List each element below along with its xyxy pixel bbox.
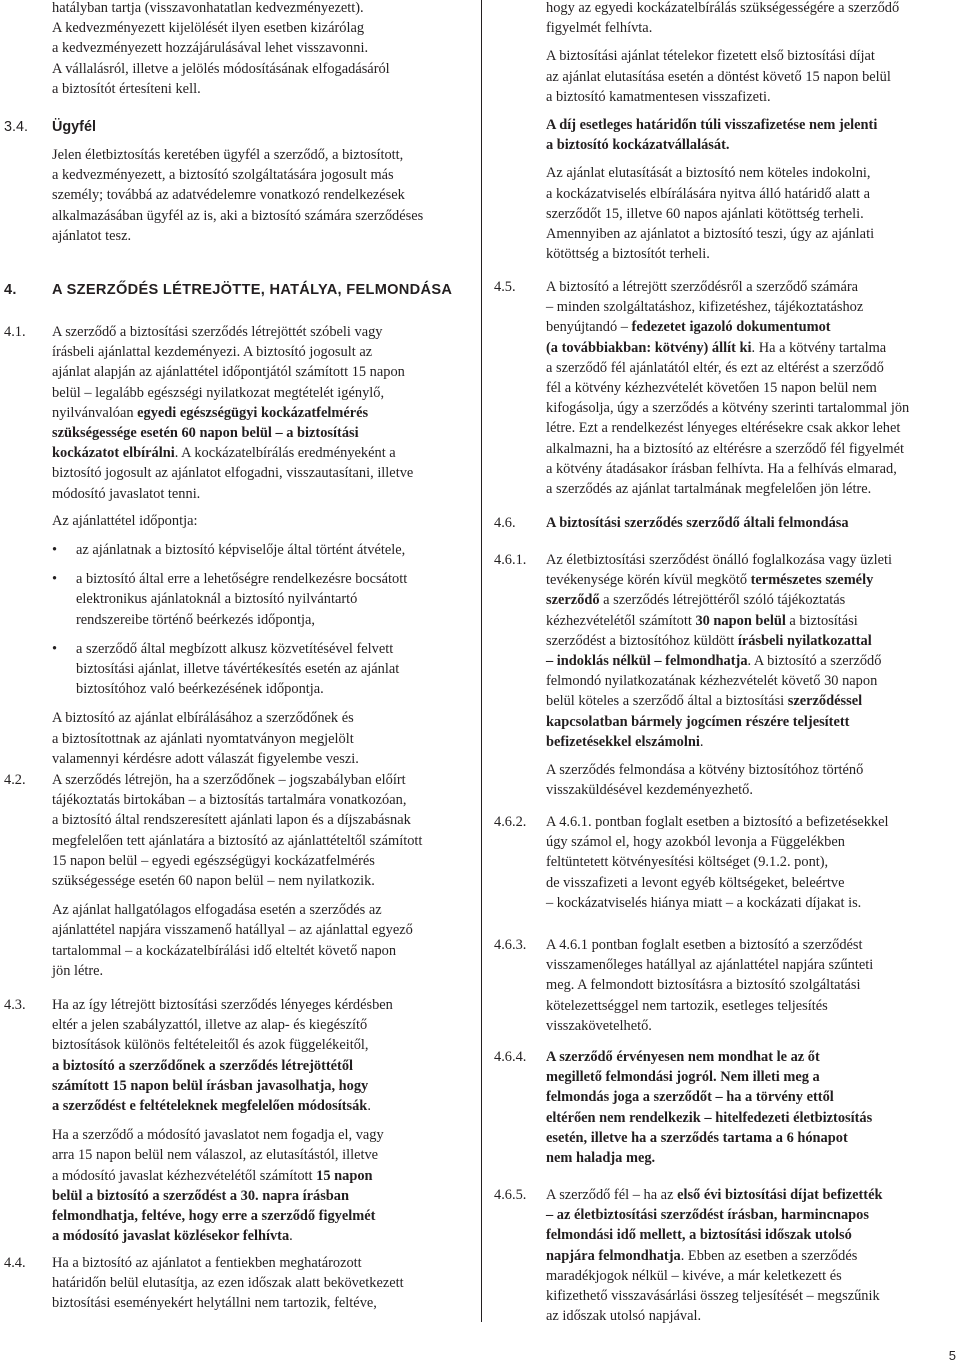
text-line: a kockázatviselés elbírálására nyitva álló határidő alatt a — [546, 185, 871, 202]
text-line: alkalmazni, ha a biztosító az eltérésre a szerződő fél figyelmét — [546, 440, 904, 457]
text-line: – indoklás nélkül – felmondhatja. A biztosító a szerződő — [546, 653, 882, 670]
list-item-text — [76, 569, 472, 630]
text-line: benyújtandó – fedezetet igazoló dokumentumot — [546, 319, 831, 336]
text-line: biztosító jogosult az ajánlatot elfogadni, visszautasítani, illetve — [52, 465, 414, 482]
bold-run: a biztosító a szerződőnek a szerződés létrejöttétől — [52, 1057, 354, 1074]
text-line: kifogásolja, úgy a szerződés a kötvény szerinti tartalommal jön — [546, 400, 910, 417]
text-line: a szerződő fél ajánlatától eltér, és ezt az eltérést a szerződő — [546, 359, 884, 376]
text-line: határidőn belül elutasítja, az ezen időszak alatt bekövetkezett — [52, 1275, 404, 1292]
bold-run: kapcsolatban bármely jogcímen részére teljesített — [546, 713, 850, 730]
text-line: meg. A felmondott biztosításra a biztosító szolgáltatási — [546, 977, 861, 994]
text-line: Amennyiben az ajánlatot a biztosító teszi, úgy az ajánlati — [546, 226, 875, 243]
bold-run: – az életbiztosítási szerződést írásban, harmincnapos — [546, 1207, 869, 1224]
text-line — [546, 135, 960, 155]
intro-line: a kedvezményezett hozzájárulásával lehet visszavonni. — [52, 40, 369, 57]
bold-run: 30 napon belül — [695, 612, 786, 629]
intro-line: a biztosítót értesíteni kell. — [52, 80, 201, 97]
text-line: (a továbbiakban: kötvény) állít ki. Ha a kötvény tartalma — [546, 339, 887, 356]
text-line: valamennyi kérdésre adott válaszát figyelembe veszi. — [52, 750, 359, 767]
bullet-icon: • — [52, 571, 58, 588]
bold-run: szerződéssel — [787, 693, 863, 710]
text-line: de visszafizeti a levont egyéb költségeket, beleértve — [546, 874, 845, 891]
paragraph — [546, 115, 960, 155]
text-line: szerződőt 15, illetve 60 napos ajánlati kötöttség terheli. — [546, 205, 864, 222]
text-line: úgy számol el, hogy azokból levonja a Függelékben — [546, 834, 845, 851]
list-item-text — [76, 639, 472, 700]
text-line: Az ajánlat hallgatólagos elfogadása esetén a szerződés az — [52, 902, 382, 919]
intro-line: A kedvezményezett kijelölését ilyen esetben kizárólag — [52, 20, 365, 37]
section-title: A biztosítási szerződés szerződő általi felmondása — [546, 515, 849, 531]
bold-run: – indoklás nélkül – felmondhatja — [546, 653, 748, 670]
text-line: fél a kötvény kézhezvételét követően 15 napon belül nem — [546, 380, 877, 397]
text-line — [52, 1076, 472, 1096]
bold-run: felmondás joga a szerződőt – ha a törvény ettől — [546, 1089, 834, 1106]
text-line: belül köteles a szerződő által a biztosítási szerződéssel — [546, 693, 863, 710]
paragraph — [52, 900, 472, 981]
text-line: kötöttség a biztosítót terheli. — [546, 246, 710, 263]
bullet-icon: • — [52, 542, 58, 559]
text-line: jön létre. — [52, 962, 104, 979]
text-line: A 4.6.1 pontban foglalt esetben a biztosító a szerződést — [546, 937, 863, 953]
intro-line: hatályban tartja (visszavonhatatlan kedvezményezett). — [52, 0, 364, 16]
bold-run: egyedi egészségügyi kockázatfelmérés — [137, 404, 369, 421]
text-line: – kockázatviselés hiánya miatt – a kockázati díjakat is. — [546, 894, 862, 911]
text-line: feltüntetett kötvényesítési költséget (9.1.2. pont), — [546, 854, 829, 871]
text-line: az időszak utolsó napjával. — [546, 1308, 702, 1325]
bold-run: számított 15 napon belül írásban javasolhatja, hogy — [52, 1077, 369, 1094]
bold-run: felmondási idő mellett, a biztosítási időszak utolsó — [546, 1227, 852, 1244]
intro-continued — [52, 0, 472, 99]
paragraph — [546, 550, 960, 752]
text-line: elektronikus ajánlatoknál a biztosító nyilvántartó — [76, 591, 358, 608]
text-line: az ajánlat elutasítása esetén a döntést követő 15 napon belül — [546, 68, 891, 85]
intro-block — [546, 0, 960, 264]
text-line: Az életbiztosítási szerződést önálló foglalkozása vagy üzleti — [546, 552, 893, 568]
body-line: alkalmazásában ügyfél az is, aki a biztosító számára szerződéses — [52, 207, 424, 224]
intro-line: A vállalásról, illetve a jelölés módosításának elfogadásáról — [52, 60, 390, 77]
text-line: kézhezvételétől számított 30 napon belül a biztosítási — [546, 612, 858, 629]
text-line — [546, 1205, 960, 1225]
text-line: biztosítóhoz való beérkezésének időpontja. — [76, 681, 324, 698]
section-body — [52, 145, 470, 246]
text-line: A biztosító az ajánlat elbírálásához a szerződőnek és — [52, 710, 354, 727]
bold-run: nem haladja meg. — [546, 1150, 656, 1167]
text-line: a biztosító kamatmentesen visszafizeti. — [546, 88, 771, 105]
text-line: a szerződést e feltételeknek megfelelően módosítsák. — [52, 1098, 371, 1115]
section-number: 4.2. — [4, 772, 26, 788]
paragraph — [546, 1047, 960, 1168]
text-line: belül – legalább egészségi nyilatkozat megtételét igénylő, — [52, 384, 385, 401]
text-line: kifizethető visszavásárlási összeg teljesítését – megszűnik — [546, 1288, 880, 1305]
paragraph — [52, 770, 472, 891]
body-line: személy; továbbá az adatvédelemre vonatkozó rendelkezések — [52, 187, 405, 204]
chapter-number: 4. — [4, 282, 17, 298]
bold-run: befizetésekkel elszámolni — [546, 733, 700, 750]
paragraph — [52, 1253, 472, 1314]
text-line: megfelelően tett ajánlatára a biztosító az ajánlattételtől számított — [52, 832, 423, 849]
bold-run: esetén, illetve ha a szerződés tartama a 6 hónapot — [546, 1129, 848, 1146]
bold-run: napjára felmondhatja — [546, 1247, 681, 1264]
bold-run: szerződő — [546, 592, 600, 609]
page-number: 5 — [948, 1347, 956, 1363]
bold-run: szükségessége esetén 60 napon belül – a biztosítási — [52, 425, 359, 442]
paragraph — [52, 995, 472, 1116]
text-line — [52, 423, 472, 443]
paragraph: Az ajánlattétel időpontja: — [52, 512, 198, 529]
text-line: tevékenysége körén kívül megkötő természetes személy — [546, 572, 874, 589]
paragraph — [546, 46, 960, 107]
text-line: maradékjogok nélkül – kivéve, a már keletkezett és — [546, 1267, 842, 1284]
text-line — [546, 712, 960, 732]
text-line: tájékoztatás birtokában – a biztosítás tartalmára vonatkozóan, — [52, 792, 407, 809]
text-line — [52, 1186, 472, 1206]
text-line: a szerződés az ajánlat tartalmának megfelelően jön létre. — [546, 481, 872, 498]
bold-run: a szerződést e feltételeknek megfelelően módosítsák — [52, 1098, 368, 1115]
list-item-text — [76, 540, 472, 560]
text-line — [546, 1128, 960, 1148]
paragraph — [546, 163, 960, 264]
section-number: 4.1. — [4, 324, 26, 340]
text-line: a biztosítottnak az ajánlati nyomtatványon megjelölt — [52, 730, 354, 747]
text-line: eltér a jelen szabályzattól, illetve az alap- és kiegészítő — [52, 1017, 368, 1034]
section-number: 4.6.4. — [494, 1049, 527, 1065]
paragraph — [546, 812, 960, 913]
text-line: biztosítási eseményekért helytállni nem tartozik, feltéve, — [52, 1295, 377, 1312]
paragraph — [546, 0, 960, 38]
section-title: Ügyfél — [52, 119, 96, 135]
bullet-list — [52, 540, 472, 699]
bold-run: A szerződő érvényesen nem mondhat le az őt — [546, 1049, 820, 1065]
text-line: biztosítások különös feltételeitől és azok függelékeitől, — [52, 1037, 369, 1054]
section-number: 4.6.5. — [494, 1187, 527, 1203]
text-line: tartalommal – a kockázatelbírálási idő elteltét követő napon — [52, 942, 397, 959]
text-line: A biztosítási ajánlat tételekor fizetett első biztosítási díjat — [546, 48, 875, 65]
text-line — [546, 1225, 960, 1245]
section-number: 4.6.2. — [494, 814, 527, 830]
text-line: a módosító javaslat kézhezvételétől számított 15 napon — [52, 1167, 373, 1184]
text-line: a biztosító által rendszeresített ajánlati lapon és a díjszabásnak — [52, 812, 411, 829]
bullet-icon: • — [52, 640, 58, 657]
text-line: a szerződő által megbízott alkusz közvetítésével felvett — [76, 640, 394, 657]
text-line: 15 napon belül – egyedi egészségügyi kockázatfelmérés — [52, 852, 375, 869]
section-number: 4.6. — [494, 515, 516, 531]
chapter-title: A SZERZŐDÉS LÉTREJÖTTE, HATÁLYA, FELMONDÁSA — [52, 282, 453, 298]
text-line: a kötvény átadásakor írásban felhívta. Ha a felhívás elmarad, — [546, 460, 897, 477]
bold-run: fedezetet igazoló dokumentumot — [631, 319, 831, 336]
paragraph — [546, 277, 960, 499]
text-line: arra 15 napon belül nem válaszol, az elutasítástól, illetve — [52, 1147, 379, 1164]
text-line: szerződést a biztosítóhoz küldött írásbeli nyilatkozattal — [546, 632, 872, 649]
text-line: A szerződő fél – ha az első évi biztosítási díjat befizették — [546, 1187, 883, 1203]
text-line — [52, 1206, 472, 1226]
text-line: ajánlattétel napjára visszamenő hatállyal – az ajánlattal egyező — [52, 922, 413, 939]
bold-run: belül a biztosító a szerződést a 30. napra írásban — [52, 1187, 350, 1204]
bold-run: A díj esetleges határidőn túli visszafizetése nem jelenti — [546, 117, 878, 134]
text-line: rendszereibe történő beérkezés időpontja, — [76, 611, 315, 628]
column-divider — [481, 0, 482, 1322]
text-line: A biztosító a létrejött szerződésről a szerződő számára — [546, 279, 859, 295]
text-line: hogy az egyedi kockázatelbírálás szükségességére a szerződő — [546, 0, 900, 16]
text-line: a módosító javaslat közlésekor felhívta. — [52, 1228, 293, 1245]
text-line: A szerződő a biztosítási szerződés létrejöttét szóbeli vagy — [52, 324, 383, 340]
text-line: A szerződés létrejön, ha a szerződőnek – jogszabályban előírt — [52, 772, 406, 788]
body-line: a kedvezményezett, a biztosító szolgáltatására jogosult más — [52, 167, 394, 184]
bold-run: kockázatot elbírálni — [52, 445, 175, 462]
text-line: biztosítási ajánlat, illetve távértékesítés esetén az ajánlat — [76, 661, 400, 678]
text-line: kockázatot elbírálni. A kockázatelbírálás eredményeként a — [52, 445, 396, 462]
text-line — [546, 1067, 960, 1087]
text-line: létre. Ezt a rendelkezést lényeges eltérésekre csak akkor lehet — [546, 420, 901, 437]
text-line: írásbeli ajánlattal kezdeményezi. A biztosító jogosult az — [52, 344, 373, 361]
text-line: visszamenőleges hatállyal az ajánlattétel napjára szűnteti — [546, 957, 874, 974]
section-number: 4.5. — [494, 279, 516, 295]
text-line — [546, 1047, 960, 1067]
list-item — [52, 569, 472, 630]
text-line: felmondó nyilatkozatának kézhezvételét követő 30 napon — [546, 673, 878, 690]
list-item — [52, 639, 472, 700]
text-line: A 4.6.1. pontban foglalt esetben a biztosító a befizetésekkel — [546, 814, 889, 830]
bold-run: első évi biztosítási díjat befizették — [677, 1187, 883, 1203]
text-line — [546, 1148, 960, 1168]
paragraph — [52, 1125, 472, 1246]
text-line: nyilvánvalóan egyedi egészségügyi kockázatfelmérés — [52, 404, 369, 421]
paragraph — [546, 760, 960, 800]
text-line: – minden szolgáltatáshoz, kifizetéshez, tájékoztatáshoz — [546, 299, 864, 316]
section-number: 3.4. — [4, 119, 29, 135]
paragraph — [546, 935, 960, 1036]
text-line: kötelezettséggel nem tartozik, esetleges teljesítés — [546, 997, 828, 1014]
text-line: Ha a biztosító az ajánlatot a fentiekben meghatározott — [52, 1255, 362, 1271]
text-line: szükségessége esetén 60 napon belül – nem nyilatkozik. — [52, 873, 375, 890]
body-line: Jelen életbiztosítás keretében ügyfél a szerződő, a biztosított, — [52, 147, 404, 163]
text-line — [546, 1087, 960, 1107]
bold-run: írásbeli nyilatkozattal — [737, 632, 872, 649]
bold-run: eltérően nem rendelkezik – hitelfedezeti életbiztosítás — [546, 1109, 873, 1126]
text-line: Ha a szerződő a módosító javaslatot nem fogadja el, vagy — [52, 1127, 384, 1144]
bold-run: a biztosító kockázatvállalását. — [546, 137, 730, 154]
paragraph — [546, 1185, 960, 1326]
text-line: napjára felmondhatja. Ebben az esetben a szerződés — [546, 1247, 858, 1264]
section-number: 4.6.3. — [494, 937, 527, 953]
text-line: Az ajánlat elutasítását a biztosító nem köteles indokolni, — [546, 165, 871, 182]
list-item — [52, 540, 472, 560]
text-line: figyelmét felhívta. — [546, 20, 653, 37]
text-line: módosító javaslatot tenni. — [52, 485, 201, 502]
paragraph — [52, 322, 472, 504]
bold-run: felmondhatja, feltéve, hogy erre a szerződő figyelmét — [52, 1208, 376, 1225]
text-line: az ajánlatnak a biztosító képviselője által történt átvétele, — [76, 542, 406, 559]
section-number: 4.4. — [4, 1255, 26, 1271]
text-line: Ha az így létrejött biztosítási szerződés lényeges kérdésben — [52, 997, 393, 1013]
text-line: visszaküldésével kezdeményezhető. — [546, 782, 753, 799]
bold-run: 15 napon — [316, 1167, 373, 1184]
text-line: visszakövetelhető. — [546, 1017, 652, 1034]
text-line: ajánlat alapján az ajánlattétel időpontjától számított 15 napon — [52, 364, 405, 381]
text-line: a biztosító által erre a lehetőségre rendelkezésre bocsátott — [76, 571, 408, 588]
bold-run: (a továbbiakban: kötvény) állít ki — [546, 339, 752, 356]
section-number: 4.6.1. — [494, 552, 527, 568]
text-line — [546, 115, 960, 135]
bold-run: megillető felmondási jogról. Nem illeti meg a — [546, 1069, 820, 1086]
text-line: szerződő a szerződés létrejöttéről szóló tájékoztatás — [546, 592, 846, 609]
bold-run: a módosító javaslat közlésekor felhívta — [52, 1228, 290, 1245]
body-line: ajánlatot tesz. — [52, 227, 132, 244]
paragraph — [52, 708, 472, 769]
text-line: befizetésekkel elszámolni. — [546, 733, 704, 750]
text-line — [52, 1056, 472, 1076]
section-number: 4.3. — [4, 997, 26, 1013]
text-line — [546, 1108, 960, 1128]
bold-run: természetes személy — [750, 572, 874, 589]
text-line: A szerződés felmondása a kötvény biztosítóhoz történő — [546, 762, 864, 779]
